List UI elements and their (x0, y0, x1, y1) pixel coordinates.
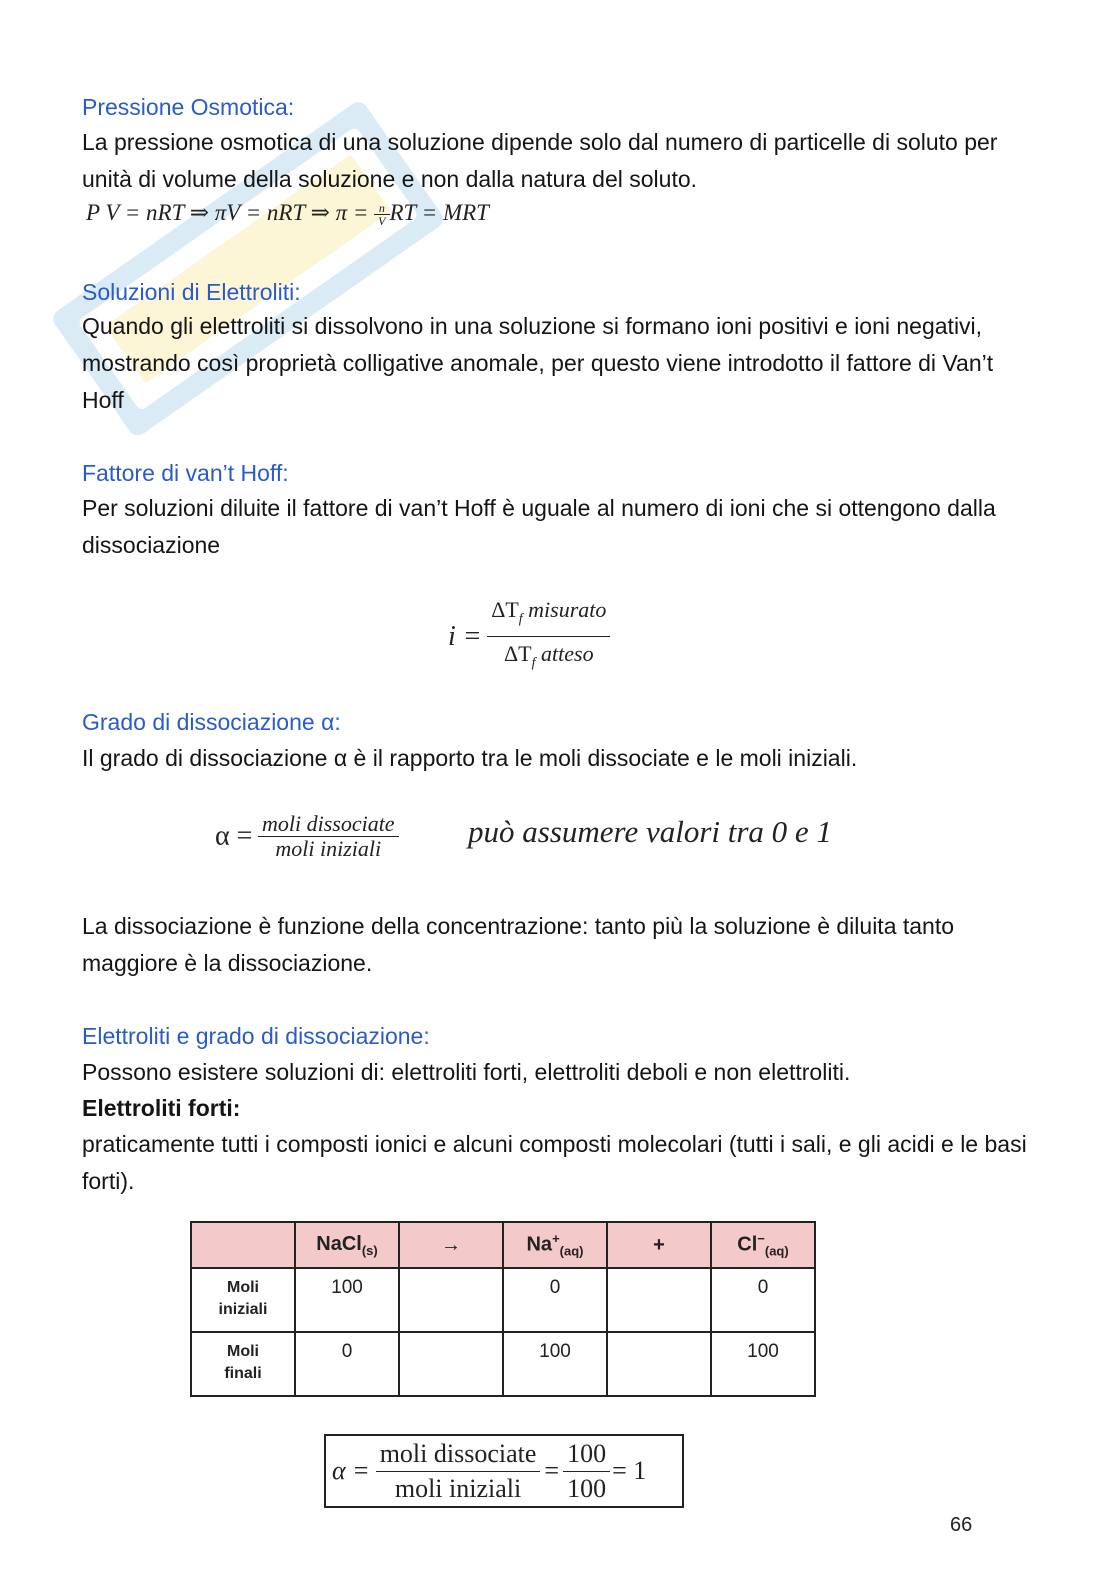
boxed-alpha-equation (324, 1434, 684, 1508)
paragraph-electrolyte-solutions: Quando gli elettroliti si dissolvono in una soluzione si formano ioni positivi e ioni negativi, mostrando così proprietà colligative anomale, per questo viene introdotto il fattore di Van’t Hoff (82, 313, 994, 413)
table-cell: 0 (503, 1268, 607, 1332)
paragraph-strong-electrolytes: praticamente tutti i composti ionici e alcuni composti molecolari (tutti i sali, e gli acidi e le basi forti). (82, 1131, 1027, 1194)
box-eq-lhs: α = (332, 1456, 370, 1485)
paragraph-osmotic-pressure: La pressione osmotica di una soluzione dipende solo dal numero di particelle di soluto per unità di volume della soluzione e non dalla natura del soluto. (82, 129, 998, 192)
formula-alpha-note: può assumere valori tra 0 e 1 (468, 814, 832, 849)
formula-osmotic-v: V (378, 214, 386, 229)
formula-vanthoff-den-sub: f (531, 655, 536, 671)
box-eq-num2: 100 (563, 1437, 610, 1472)
row-label-final-1: Moli (227, 1343, 259, 1360)
row-label-initial (191, 1268, 295, 1332)
formula-osmotic (86, 200, 489, 227)
formula-vanthoff-num-sub: f (518, 611, 523, 627)
table-row (191, 1268, 815, 1332)
paragraph-dissociation-degree: Il grado di dissociazione α è il rapporto tra le moli dissociate e le moli iniziali. (82, 745, 858, 771)
box-eq-den2: 100 (567, 1473, 607, 1503)
table-header-row (191, 1222, 815, 1268)
table-cell: 0 (711, 1268, 815, 1332)
heading-electrolytes-dissociation: Elettroliti e grado di dissociazione: (82, 1023, 430, 1049)
nacl-label: NaCl (316, 1232, 362, 1255)
subheading-strong-electrolytes: Elettroliti forti: (82, 1095, 241, 1121)
row-label-initial-2: iniziali (218, 1301, 268, 1318)
table-cell: 100 (295, 1268, 399, 1332)
formula-vanthoff-den-word: atteso (541, 641, 594, 667)
table-header-nacl (295, 1222, 399, 1268)
table-cell (607, 1332, 711, 1396)
heading-vanthoff-factor: Fattore di van’t Hoff: (82, 460, 289, 486)
table-cell: 100 (503, 1332, 607, 1396)
na-charge: + (552, 1231, 560, 1247)
row-label-final (191, 1332, 295, 1396)
table-header-na (503, 1222, 607, 1268)
formula-alpha-den: moli iniziali (275, 836, 382, 861)
box-eq-result: = 1 (612, 1456, 647, 1485)
table-cell (607, 1268, 711, 1332)
table-header-arrow: → (399, 1222, 503, 1268)
formula-osmotic-right: RT = MRT (389, 200, 489, 225)
formula-alpha (215, 812, 399, 861)
box-eq-den1: moli iniziali (394, 1473, 522, 1503)
table-header-cl (711, 1222, 815, 1268)
formula-osmotic-left: P V = nRT ⇒ πV = nRT ⇒ π = (86, 200, 375, 225)
table-cell (399, 1268, 503, 1332)
formula-vanthoff-den-delta: ΔT (504, 641, 532, 667)
paragraph-vanthoff-factor: Per soluzioni diluite il fattore di van’t Hoff è uguale al numero di ioni che si ottengono dalla dissociazione (82, 495, 996, 558)
table-cell (399, 1332, 503, 1396)
box-eq-num1: moli dissociate (376, 1437, 541, 1472)
dissociation-table (190, 1221, 816, 1397)
cl-charge: − (757, 1231, 765, 1247)
table-cell: 0 (295, 1332, 399, 1396)
paragraph-electrolyte-types: Possono esistere soluzioni di: elettroliti forti, elettroliti deboli e non elettroliti. (82, 1059, 851, 1085)
na-state: (aq) (559, 1243, 584, 1259)
table-row (191, 1332, 815, 1396)
nacl-state: (s) (361, 1242, 378, 1258)
table-header-plus: + (607, 1222, 711, 1268)
heading-osmotic-pressure: Pressione Osmotica: (82, 94, 295, 120)
formula-osmotic-n: n (374, 202, 389, 215)
formula-vanthoff-num-delta: ΔT (491, 597, 519, 622)
heading-electrolyte-solutions: Soluzioni di Elettroliti: (82, 279, 301, 305)
table-header-empty (191, 1222, 295, 1268)
paragraph-dissociation-concentration: La dissociazione è funzione della concentrazione: tanto più la soluzione è diluita tanto maggiore è la dissociazione. (82, 913, 955, 976)
box-eq-equals: = (544, 1456, 560, 1485)
row-label-initial-1: Moli (227, 1279, 259, 1296)
row-label-final-2: finali (224, 1365, 262, 1382)
table-cell: 100 (711, 1332, 815, 1396)
heading-dissociation-degree: Grado di dissociazione α: (82, 709, 341, 735)
page-number: 66 (950, 1514, 973, 1536)
na-label: Na (526, 1233, 553, 1256)
formula-alpha-lhs: α = (215, 820, 253, 852)
formula-vanthoff-num-word: misurato (528, 597, 607, 622)
formula-vanthoff (448, 593, 610, 681)
formula-vanthoff-lhs: i = (448, 620, 482, 652)
formula-alpha-num: moli dissociate (258, 812, 399, 837)
cl-state: (aq) (764, 1243, 789, 1259)
cl-label: Cl (737, 1233, 758, 1256)
